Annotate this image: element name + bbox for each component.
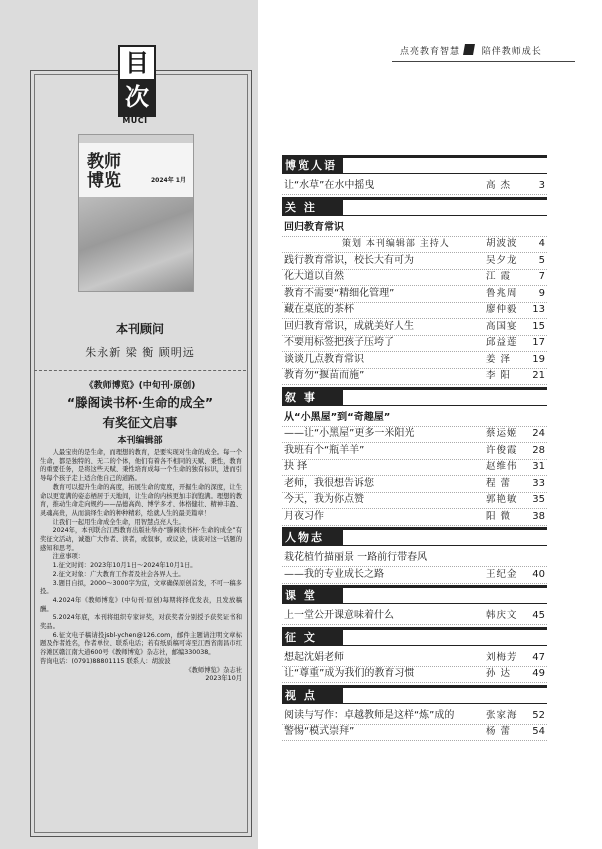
cover-title-line2: 博览 — [87, 171, 121, 191]
toc-entry[interactable] — [282, 509, 547, 526]
toc-entry-author: 张家海 — [486, 709, 518, 721]
toc-entry[interactable] — [282, 608, 547, 625]
toc-entry[interactable] — [282, 724, 547, 741]
cover-top-strip — [79, 135, 193, 143]
toc-entry[interactable] — [282, 567, 547, 584]
toc-entry-page: 21 — [532, 370, 545, 381]
toc-entry-page: 40 — [532, 568, 545, 580]
toc-entry-title: 化大道以自然 — [284, 271, 344, 282]
toc-entry-page: 45 — [532, 610, 545, 621]
toc-section-label: 人物志 — [282, 530, 343, 545]
toc-entry-author: 鲁兆周 — [486, 287, 518, 299]
toc-entry-title: 教育勿“揠苗而施” — [284, 370, 365, 381]
toc-entry-title: 教育不需要“精细化管理” — [284, 287, 395, 299]
toc-entry-author: 江 霞 — [486, 271, 512, 282]
toc-entry[interactable] — [282, 178, 547, 195]
toc-entry-title: 阅读与写作：卓越教师是这样“炼”成的 — [284, 709, 455, 721]
notice-contact: 咨询电话：(0791)88801115 联系人：胡波波 — [40, 657, 171, 665]
cover-title — [87, 153, 137, 191]
rule-item: 4.2024年《教师博览》(中旬刊·原创)每期将择优发表，且发放稿酬。 — [40, 596, 242, 613]
notice-org: 本刊编辑部 — [117, 436, 163, 446]
header-rule — [392, 61, 575, 62]
toc-entry-page: 15 — [532, 320, 545, 332]
toc-entry[interactable] — [282, 443, 547, 460]
notice-paragraph: 教育可以提升生命的高度，拓展生命的宽度，开掘生命的深度，让生命以更宽满的姿态栖居于天地间，让生命的内核更加丰润饱满。理想的教育，推动生命走向规约——品德高尚、博学多才、体格健壮、精神丰盈、灵魂高贵，从而演绎生命的种种精彩，绘就人生的最美篇章！ — [40, 483, 242, 517]
rule-item: 5.2024年底，本刊将组织专家评奖，对获奖者分别授予获奖证书和奖品。 — [40, 614, 242, 631]
toc-entry[interactable] — [282, 269, 547, 286]
notice-date: 2023年10月 — [205, 675, 242, 683]
toc-entry-author: 韩庆文 — [486, 610, 518, 621]
cover-issue: 2024年 1月 — [151, 177, 186, 184]
toc-entry-title: 不要用标签把孩子压垮了 — [284, 337, 394, 348]
toc-entry-title: ——让“小黑屋”更多一米阳光 — [284, 428, 415, 439]
toc-entry[interactable] — [282, 492, 547, 509]
toc-entry-title: 警惕“模式崇拜” — [284, 726, 355, 737]
notice-title-line1: “滕阁读书杯·生命的成全” — [66, 395, 214, 410]
toc-entry-title: 回归教育常识 — [284, 221, 344, 233]
toc-entry-author: 廖仲毅 — [486, 304, 518, 315]
toc-section-header — [282, 685, 547, 704]
cover-photo — [79, 197, 193, 291]
toc-section-header — [282, 387, 547, 406]
toc-entry-title: ——我的专业成长之路 — [284, 568, 384, 580]
magazine-cover — [78, 134, 194, 292]
toc-entry-author: 郭艳敏 — [486, 494, 518, 505]
toc-entry-title: 让“尊重”成为我们的教育习惯 — [284, 668, 415, 679]
toc-entry-page: 49 — [532, 668, 545, 679]
toc-section-label: 叙 事 — [282, 390, 343, 405]
toc-entry-page: 38 — [532, 510, 545, 522]
toc-entry[interactable] — [282, 550, 547, 567]
adviser-names: 朱永新 梁 衡 顾明远 — [85, 346, 195, 359]
toc-entry-page: 24 — [532, 428, 545, 439]
toc-entry-page: 17 — [532, 337, 545, 348]
notice-body — [40, 449, 242, 684]
toc-entry[interactable] — [282, 650, 547, 667]
toc-entry-title: 藏在桌底的茶杯 — [284, 304, 354, 315]
toc-entry-page: 35 — [532, 494, 545, 505]
toc-entry-title: 回归教育常识，成就美好人生 — [284, 320, 414, 332]
toc-entry-author: 程 蕾 — [486, 477, 512, 489]
tagline-right: 陪伴教师成长 — [481, 47, 542, 57]
toc-entry-page: 47 — [532, 651, 545, 663]
cover-title-line1: 教师 — [87, 152, 121, 172]
toc-entry-title: 想起沈娟老师 — [284, 651, 344, 663]
toc-section-header — [282, 197, 547, 216]
notice-paragraph: 2024年，本刊联合江西教育出版社举办“滕阁读书杯·生命的成全”有奖征文活动，诚邀广大作者、读者，或叙事，或议论，谈谈对这一话题的感知和思考。 — [40, 527, 242, 552]
toc-entry-page: 28 — [532, 444, 545, 456]
toc-entry-page: 13 — [532, 304, 545, 315]
toc-entry-author: 杨 蕾 — [486, 726, 512, 737]
adviser-title: 本刊顾问 — [115, 322, 164, 336]
toc-entry-author: 李 阳 — [486, 370, 512, 381]
toc-entry-title: 抉 择 — [284, 461, 308, 472]
toc-section-header — [282, 627, 547, 646]
notice-title-line2: 有奖征文启事 — [102, 415, 178, 430]
toc-entry-page: 54 — [532, 726, 545, 737]
toc-entry-author: 许俊霞 — [486, 444, 518, 456]
tagline-left: 点亮教育智慧 — [400, 47, 461, 57]
toc-entry[interactable] — [282, 335, 547, 352]
notice-source: 《教师博览》(中旬刊·原创) — [84, 381, 196, 391]
toc-entry-author: 赵维伟 — [486, 461, 518, 472]
toc-entry[interactable] — [282, 220, 547, 237]
toc-entry-title: 上一堂公开课意味着什么 — [284, 610, 394, 621]
notice-paragraph: 人最宝贵的是生命，而理想的教育，是要实现对生命的成全。每一个生命，都是独特的、无二的个体，他们有着各不相同的天赋、秉性，教育的重要任务，是将这些天赋、秉性培育成每一个生命的独有标识，进而引导每个孩子走上适合他自己的道路。 — [40, 449, 242, 483]
toc-entry-author: 孙 达 — [486, 668, 512, 679]
toc-entry[interactable] — [282, 459, 547, 476]
toc-entry[interactable] — [282, 286, 547, 303]
toc-entry-credit: 策划 本刊编辑部 主持人 — [342, 239, 450, 249]
toc-entry-author: 胡波波 — [486, 238, 518, 249]
toc-entry-title: 践行教育常识，校长大有可为 — [284, 254, 414, 266]
toc-entry-author: 高国宴 — [486, 320, 518, 332]
toc-entry-title: 谈谈几点教育常识 — [284, 353, 364, 365]
toc-section-header — [282, 155, 547, 174]
toc-entry[interactable] — [282, 426, 547, 443]
toc-entry-page: 9 — [538, 287, 545, 299]
toc-entry-page: 5 — [538, 254, 545, 266]
toc-section-header — [282, 527, 547, 546]
toc-entry-author: 吴夕龙 — [486, 254, 518, 266]
toc-entry-title: 让“水草”在水中摇曳 — [284, 180, 375, 191]
toc-entry-page: 31 — [532, 461, 545, 472]
toc-section-header — [282, 585, 547, 604]
rule-item: 6.征文电子稿请投jsbl-ychen@126.com，邮件主题请注明文章标题及作者姓名，作者单位、联系电话；若有纸质稿可寄至江西省南昌市红谷滩区赣江南大道600号《教师博览》杂志社，邮编330038。 — [40, 631, 242, 657]
toc-entry-author: 刘梅芳 — [486, 651, 518, 663]
rule-item: 2.征文对象：广大教育工作者及社会各界人士。 — [52, 570, 185, 578]
toc-entry[interactable] — [282, 302, 547, 319]
toc-entry-title: 栽花植竹描丽景 一路前行带春风 — [284, 552, 428, 563]
toc-entry[interactable] — [282, 236, 547, 253]
notice-sign: 《教师博览》杂志社 — [185, 666, 242, 674]
toc-entry-author: 阳 微 — [486, 510, 512, 522]
toc-entry-title: 从“小黑屋”到“奇趣屋” — [284, 411, 391, 423]
toc-entry-page: 52 — [532, 709, 545, 721]
toc-section-label: 博览人语 — [282, 158, 343, 173]
notice-paragraph: 让我们一起用生命成全生命，用智慧点亮人生。 — [52, 518, 185, 526]
rule-item: 1.征文时间：2023年10月1日～2024年10月1日。 — [52, 562, 197, 570]
rule-item: 3.题目自拟，2000～3000字为宜，文章确保原创首发，不可一稿多投。 — [40, 579, 242, 596]
toc-entry-author: 邱益莲 — [486, 337, 518, 348]
toc-entry-title: 今天，我为你点赞 — [284, 494, 364, 505]
toc-entry[interactable] — [282, 410, 547, 427]
toc-entry-title: 老师，我很想告诉您 — [284, 477, 374, 489]
toc-entry[interactable] — [282, 368, 547, 385]
ci-char: 次 — [118, 79, 156, 117]
toc-entry[interactable] — [282, 476, 547, 493]
toc-entry-title: 我班有个“瓶羊羊” — [284, 444, 365, 456]
toc-section-label: 视 点 — [282, 688, 343, 703]
toc-section-label: 关 注 — [282, 200, 343, 215]
muci-label: MUCI — [122, 116, 148, 125]
rules-heading: 注意事项： — [52, 553, 85, 561]
toc-entry[interactable] — [282, 666, 547, 683]
toc-entry-title: 月夜习作 — [284, 510, 324, 522]
toc-entry[interactable] — [282, 253, 547, 270]
toc-entry-author: 蔡运姬 — [486, 428, 518, 439]
toc-entry-author: 高 杰 — [486, 180, 512, 191]
book-icon — [463, 44, 475, 55]
mu-char: 目 — [118, 45, 156, 83]
toc-entry-page: 4 — [538, 238, 545, 249]
toc-entry-author: 姜 泽 — [486, 353, 512, 365]
toc-entry-page: 33 — [532, 477, 545, 489]
toc-entry[interactable] — [282, 319, 547, 336]
toc-entry[interactable] — [282, 352, 547, 369]
toc-entry-page: 7 — [538, 271, 545, 282]
toc-entry-author: 王纪金 — [486, 568, 518, 580]
toc-section-label: 课 堂 — [282, 588, 343, 603]
divider — [34, 370, 246, 371]
toc-entry-page: 3 — [538, 180, 545, 191]
toc-entry[interactable] — [282, 708, 547, 725]
toc-entry-page: 19 — [532, 353, 545, 365]
toc-section-label: 征 文 — [282, 630, 343, 645]
left-panel — [0, 0, 258, 849]
